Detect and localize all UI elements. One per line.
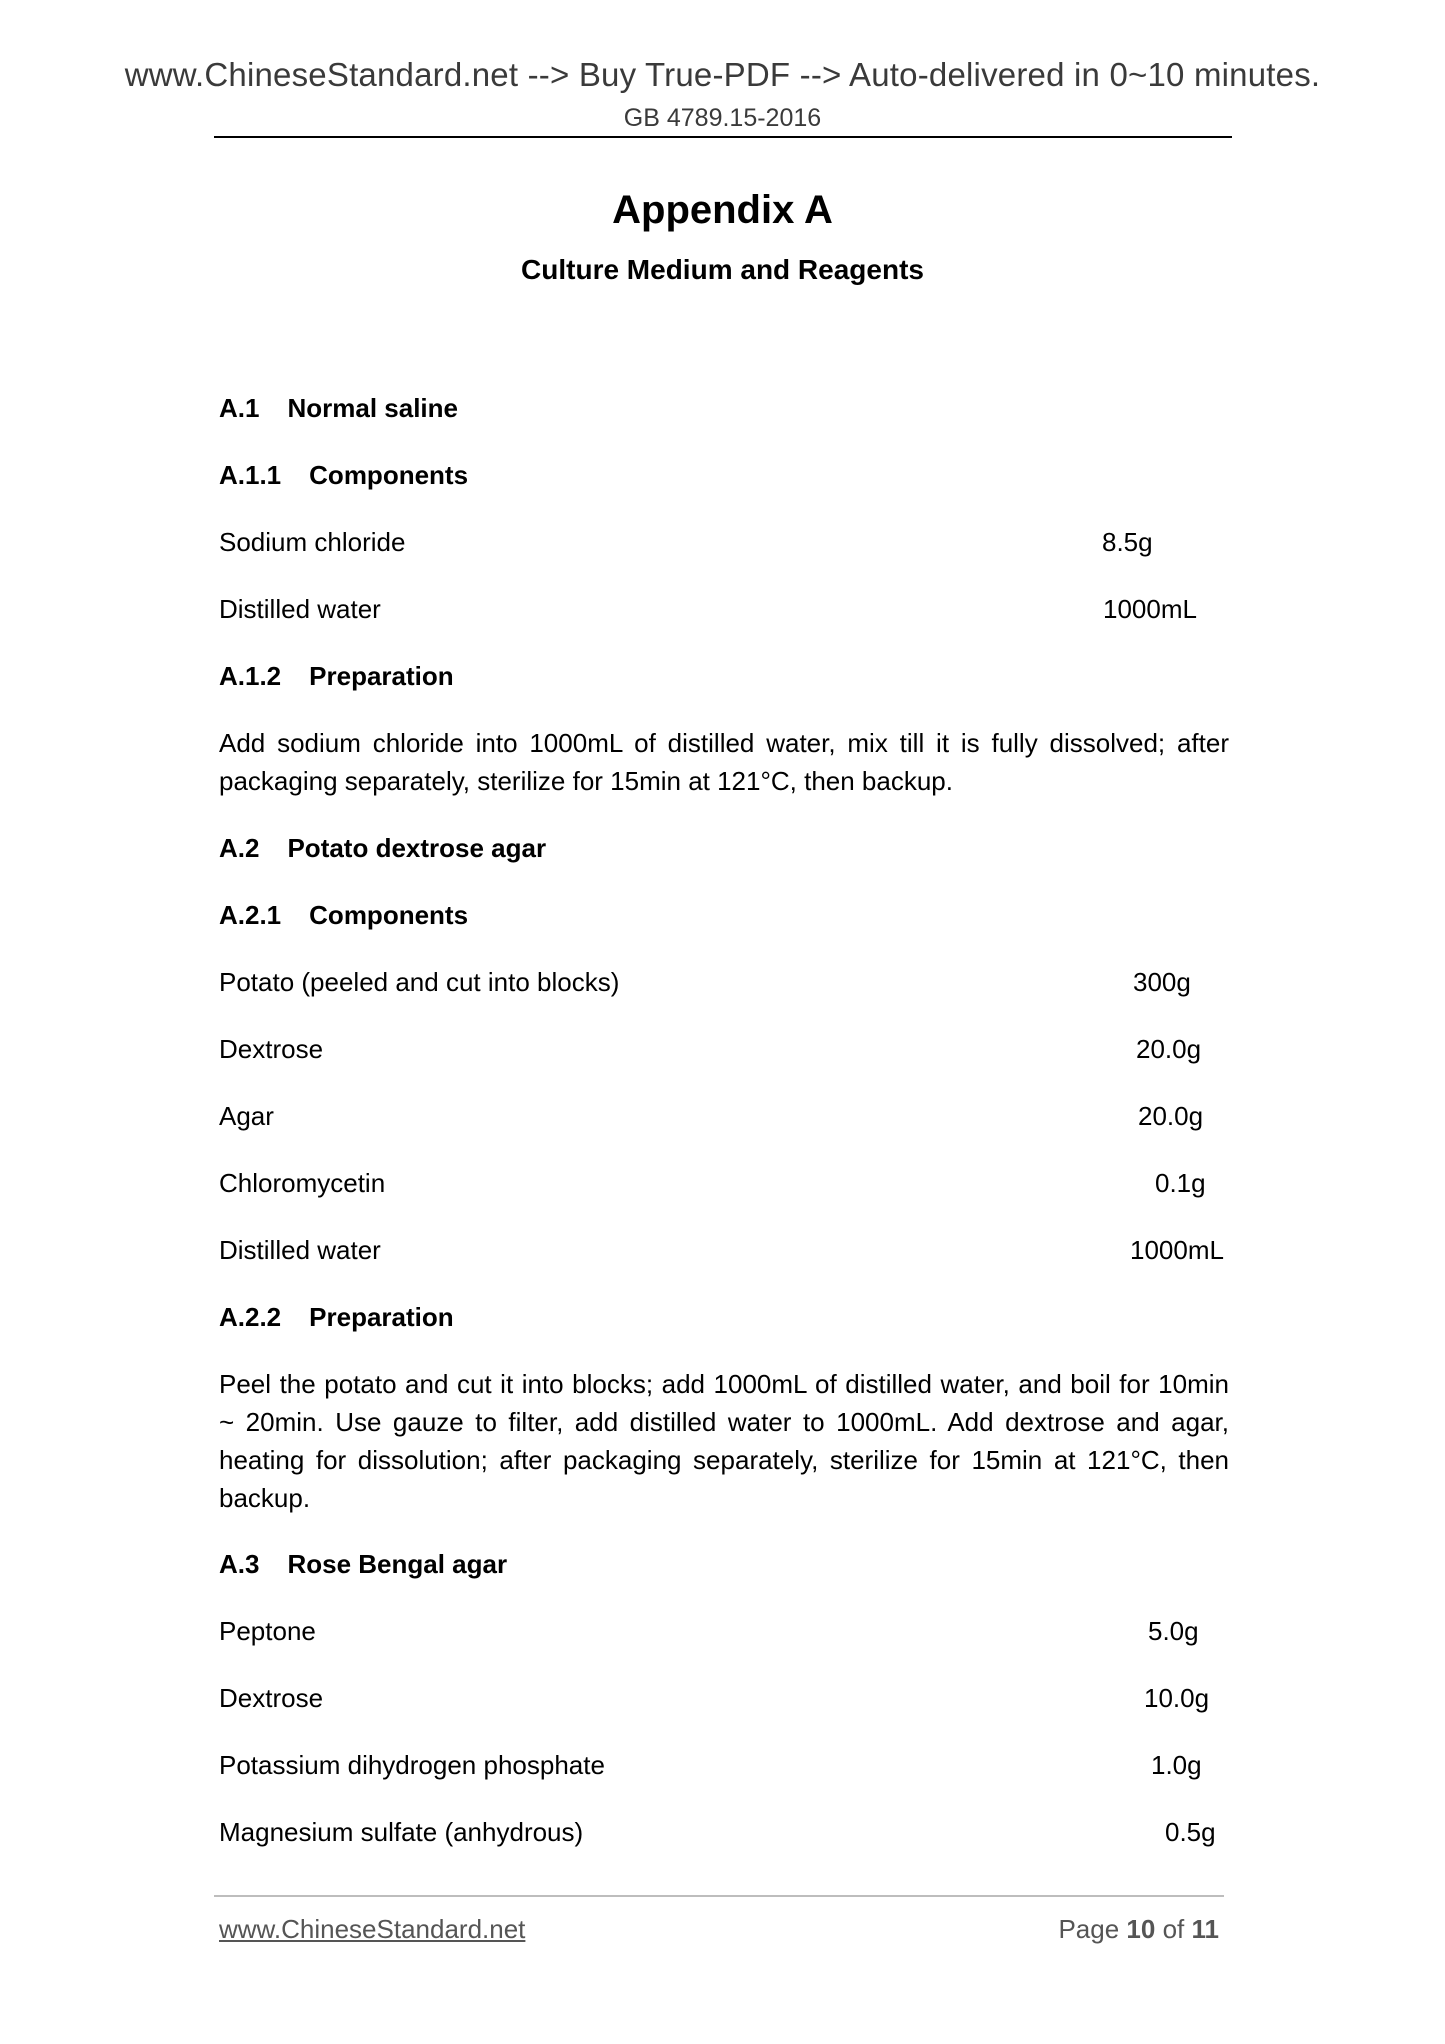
section-number: A.3	[219, 1549, 260, 1579]
header-banner: www.ChineseStandard.net --> Buy True-PDF --> Auto-delivered in 0~10 minutes.	[124, 56, 1321, 93]
section-number: A.1	[219, 393, 260, 423]
component-name: Chloromycetin	[219, 1168, 386, 1198]
page-prefix: Page	[1058, 1914, 1120, 1944]
preparation-paragraph-a1: Add sodium chloride into 1000mL of distilled water, mix till it is fully dissolved; after packaging separately, sterilize for 15min at 121°C, then backup.	[219, 728, 1229, 796]
subsection-number: A.1.2	[219, 661, 282, 691]
component-quantity: 20.0g	[1136, 1034, 1202, 1064]
component-name: Magnesium sulfate (anhydrous)	[219, 1817, 584, 1847]
standard-code: GB 4789.15-2016	[623, 104, 822, 132]
section-number: A.2	[219, 833, 260, 863]
subsection-number: A.1.1	[219, 460, 282, 490]
component-quantity: 300g	[1133, 967, 1191, 997]
component-name: Dextrose	[219, 1034, 324, 1064]
section-heading-a2	[219, 829, 546, 867]
component-name: Distilled water	[219, 594, 381, 624]
component-name: Agar	[219, 1101, 274, 1131]
subsection-title: Preparation	[309, 1302, 454, 1332]
section-title: Rose Bengal agar	[287, 1549, 508, 1579]
section-heading-a1	[219, 389, 458, 427]
component-quantity: 0.5g	[1165, 1817, 1216, 1847]
page-of: of	[1162, 1914, 1185, 1944]
subsection-title: Preparation	[309, 661, 454, 691]
component-quantity: 20.0g	[1138, 1101, 1204, 1131]
subsection-heading-a1-1	[219, 456, 468, 494]
component-name: Sodium chloride	[219, 527, 406, 557]
component-name: Potato (peeled and cut into blocks)	[219, 967, 620, 997]
subsection-title: Components	[309, 460, 469, 490]
section-title: Normal saline	[287, 393, 458, 423]
header-divider	[214, 136, 1232, 138]
component-quantity: 1000mL	[1130, 1235, 1224, 1265]
subsection-heading-a2-1	[219, 896, 468, 934]
component-name: Peptone	[219, 1616, 316, 1646]
component-quantity: 0.1g	[1155, 1168, 1206, 1198]
appendix-title: Appendix A	[612, 188, 833, 232]
page-indicator	[1058, 1914, 1219, 1945]
component-quantity: 1000mL	[1103, 594, 1197, 624]
component-quantity: 1.0g	[1151, 1750, 1202, 1780]
component-name: Distilled water	[219, 1235, 381, 1265]
subsection-number: A.2.1	[219, 900, 282, 930]
preparation-paragraph-a2: Peel the potato and cut it into blocks; add 1000mL of distilled water, and boil for 10min ~ 20min. Use gauze to filter, add distilled water to 1000mL. Add dextrose and agar, heating for dissolution; after packaging separately, sterilize for 15min at 121°C, then backup.	[219, 1369, 1229, 1513]
footer-website-link[interactable]: www.ChineseStandard.net	[219, 1914, 526, 1944]
section-title: Potato dextrose agar	[287, 833, 547, 863]
subsection-heading-a2-2	[219, 1298, 454, 1336]
footer-divider	[214, 1895, 1224, 1897]
component-quantity: 5.0g	[1148, 1616, 1199, 1646]
component-name: Potassium dihydrogen phosphate	[219, 1750, 605, 1780]
appendix-subtitle: Culture Medium and Reagents	[521, 254, 924, 285]
subsection-heading-a1-2	[219, 657, 454, 695]
page-current: 10	[1126, 1914, 1156, 1944]
page-total: 11	[1191, 1914, 1219, 1944]
subsection-number: A.2.2	[219, 1302, 282, 1332]
component-name: Dextrose	[219, 1683, 324, 1713]
subsection-title: Components	[309, 900, 469, 930]
component-quantity: 10.0g	[1144, 1683, 1210, 1713]
component-quantity: 8.5g	[1102, 527, 1153, 557]
section-heading-a3	[219, 1545, 507, 1583]
